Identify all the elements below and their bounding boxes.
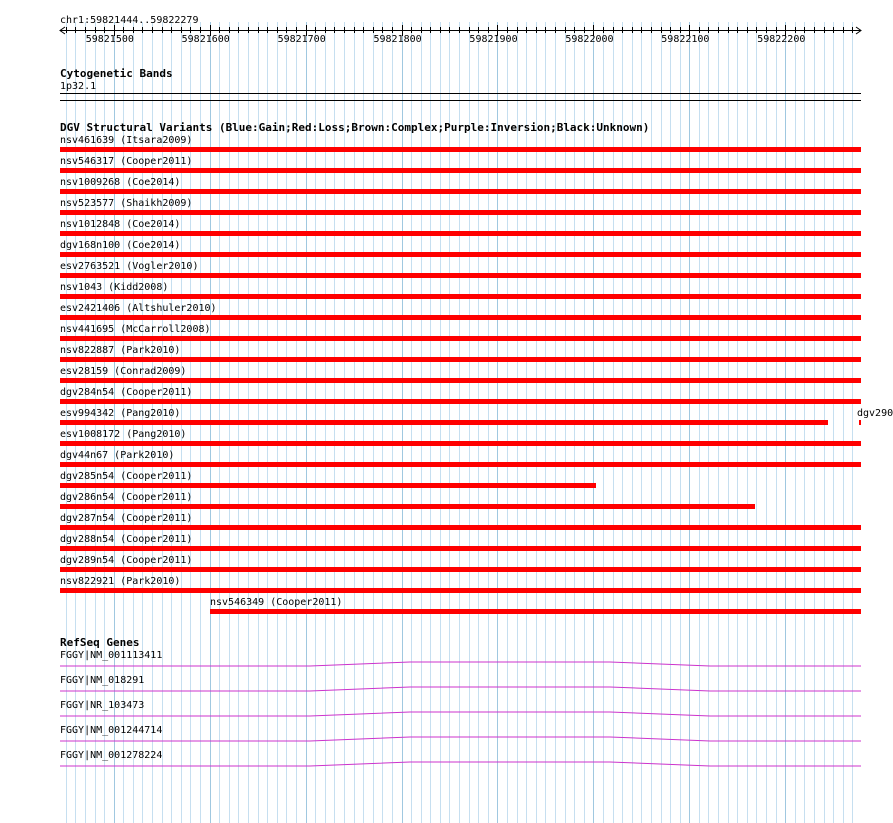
ruler-tick-label: 59821600 [181, 34, 230, 45]
dgv-variant-label[interactable]: dgv284n54 (Cooper2011) [60, 387, 193, 398]
refseq-track-title: RefSeq Genes [60, 636, 140, 649]
dgv-variant-label[interactable]: nsv461639 (Itsara2009) [60, 135, 193, 146]
ruler-tick-label: 59821900 [469, 34, 518, 45]
refseq-gene-label[interactable]: FGGY|NM_018291 [60, 675, 145, 686]
dgv-variant-label-extra[interactable]: dgv290 [857, 408, 893, 419]
ruler-tick-label: 59821800 [373, 34, 422, 45]
dgv-track-title: DGV Structural Variants (Blue:Gain;Red:Loss;Brown:Complex;Purple:Inversion;Black:Unknown) [60, 121, 650, 134]
dgv-variant-label[interactable]: nsv822921 (Park2010) [60, 576, 181, 587]
dgv-variant-label[interactable]: nsv441695 (McCarroll2008) [60, 324, 211, 335]
dgv-variant-bar[interactable] [60, 357, 861, 362]
refseq-gene-label[interactable]: FGGY|NM_001278224 [60, 750, 163, 761]
dgv-variant-bar-extra[interactable] [859, 420, 861, 425]
dgv-variant-label[interactable]: nsv546317 (Cooper2011) [60, 156, 193, 167]
dgv-variant-bar[interactable] [60, 210, 861, 215]
dgv-variant-bar[interactable] [60, 546, 861, 551]
dgv-variant-bar[interactable] [60, 441, 861, 446]
dgv-variant-label[interactable]: nsv1012848 (Coe2014) [60, 219, 181, 230]
refseq-gene-label[interactable]: FGGY|NM_001113411 [60, 650, 163, 661]
dgv-variant-label[interactable]: esv2421406 (Altshuler2010) [60, 303, 217, 314]
dgv-variant-bar[interactable] [60, 462, 861, 467]
dgv-variant-bar[interactable] [60, 273, 861, 278]
dgv-variant-label[interactable]: nsv1043 (Kidd2008) [60, 282, 169, 293]
dgv-variant-bar[interactable] [60, 525, 861, 530]
dgv-variant-bar[interactable] [60, 294, 861, 299]
refseq-gene-intron-line[interactable] [60, 687, 861, 691]
dgv-variant-label[interactable]: dgv285n54 (Cooper2011) [60, 471, 193, 482]
dgv-variant-label[interactable]: nsv822887 (Park2010) [60, 345, 181, 356]
dgv-variant-bar[interactable] [60, 231, 861, 236]
refseq-gene-label[interactable]: FGGY|NM_001244714 [60, 725, 163, 736]
ruler-region-label: chr1:59821444..59822279 [60, 15, 199, 26]
dgv-variant-label[interactable]: dgv168n100 (Coe2014) [60, 240, 181, 251]
ruler-tick-label: 59822000 [565, 34, 614, 45]
refseq-gene-intron-line[interactable] [60, 662, 861, 666]
dgv-variant-label[interactable]: esv994342 (Pang2010) [60, 408, 181, 419]
dgv-variant-bar[interactable] [60, 147, 861, 152]
dgv-variant-label[interactable]: nsv523577 (Shaikh2009) [60, 198, 193, 209]
dgv-variant-bar[interactable] [60, 504, 755, 509]
refseq-gene-label[interactable]: FGGY|NR_103473 [60, 700, 145, 711]
ruler-tick-label: 59822200 [757, 34, 806, 45]
refseq-gene-intron-line[interactable] [60, 762, 861, 766]
dgv-variant-label[interactable]: dgv44n67 (Park2010) [60, 450, 175, 461]
dgv-variant-label[interactable]: esv28159 (Conrad2009) [60, 366, 187, 377]
dgv-variant-bar[interactable] [60, 315, 861, 320]
dgv-variant-bar[interactable] [60, 168, 861, 173]
dgv-variant-bar[interactable] [60, 483, 596, 488]
dgv-variant-label[interactable]: dgv289n54 (Cooper2011) [60, 555, 193, 566]
dgv-variant-label[interactable]: esv2763521 (Vogler2010) [60, 261, 199, 272]
cytoband-line-top [60, 93, 861, 94]
dgv-variant-bar[interactable] [60, 420, 828, 425]
cytoband-line-bottom [60, 100, 861, 101]
dgv-variant-bar[interactable] [60, 189, 861, 194]
dgv-variant-bar[interactable] [60, 252, 861, 257]
dgv-variant-label[interactable]: dgv288n54 (Cooper2011) [60, 534, 193, 545]
dgv-variant-label[interactable]: nsv1009268 (Coe2014) [60, 177, 181, 188]
dgv-variant-label[interactable]: dgv287n54 (Cooper2011) [60, 513, 193, 524]
dgv-variant-bar[interactable] [60, 378, 861, 383]
refseq-gene-intron-line[interactable] [60, 737, 861, 741]
dgv-variant-label[interactable]: esv1008172 (Pang2010) [60, 429, 187, 440]
ruler-tick-label: 59822100 [661, 34, 710, 45]
dgv-variant-bar[interactable] [60, 567, 861, 572]
dgv-variant-bar[interactable] [60, 399, 861, 404]
cytobands-track-title: Cytogenetic Bands [60, 67, 173, 80]
dgv-variant-label[interactable]: nsv546349 (Cooper2011) [210, 597, 343, 608]
ruler-tick-label: 59821500 [85, 34, 134, 45]
dgv-variant-label[interactable]: dgv286n54 (Cooper2011) [60, 492, 193, 503]
dgv-variant-bar[interactable] [210, 609, 861, 614]
refseq-gene-intron-line[interactable] [60, 712, 861, 716]
cytoband-label: 1p32.1 [60, 81, 97, 92]
dgv-variant-bar[interactable] [60, 588, 861, 593]
dgv-variant-bar[interactable] [60, 336, 861, 341]
ruler-tick-label: 59821700 [277, 34, 326, 45]
